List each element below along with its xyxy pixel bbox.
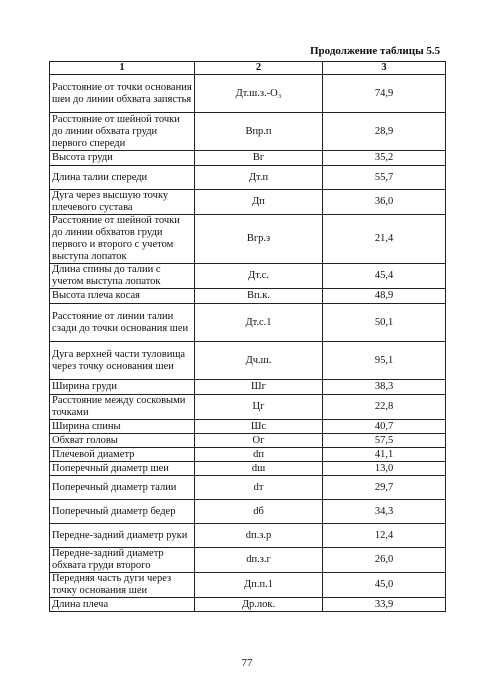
table-row — [50, 289, 446, 304]
measurement-symbol: dп.з.р — [195, 524, 323, 548]
table-caption: Продолжение таблицы 5.5 — [310, 45, 441, 57]
table-row — [50, 395, 446, 420]
measurement-symbol: Дт.ш.з.-О₃ — [195, 75, 323, 113]
measurement-name: Ширина спины — [50, 420, 195, 434]
column-header: 3 — [323, 62, 446, 75]
measurement-value: 33,9 — [323, 598, 446, 612]
measurement-value: 57,5 — [323, 434, 446, 448]
table-row — [50, 215, 446, 264]
table-row — [50, 573, 446, 598]
table-row — [50, 190, 446, 215]
measurement-name: Высота плеча косая — [50, 289, 195, 304]
table-row — [50, 380, 446, 395]
measurement-symbol: Дп — [195, 190, 323, 215]
measurement-symbol: Дт.п — [195, 166, 323, 190]
table-row — [50, 304, 446, 342]
measurement-symbol: Шс — [195, 420, 323, 434]
measurement-name: Длина плеча — [50, 598, 195, 612]
measurement-value: 45,0 — [323, 573, 446, 598]
measurement-value: 50,1 — [323, 304, 446, 342]
measurement-value: 13,0 — [323, 462, 446, 476]
measurement-symbol: Вп.к. — [195, 289, 323, 304]
table-row — [50, 342, 446, 380]
table-row — [50, 113, 446, 151]
measurement-name: Дуга через высшую точку плечевого сустава — [50, 190, 195, 215]
table-row — [50, 598, 446, 612]
measurement-name: Дуга верхней части туловища через точку основания шеи — [50, 342, 195, 380]
measurement-symbol: dп.з.г — [195, 548, 323, 573]
table-row — [50, 151, 446, 166]
measurement-name: Длина спины до талии с учетом выступа лопаток — [50, 264, 195, 289]
measurement-value: 34,3 — [323, 500, 446, 524]
measurement-name: Длина талии спереди — [50, 166, 195, 190]
measurement-symbol: Шг — [195, 380, 323, 395]
measurement-value: 21,4 — [323, 215, 446, 264]
table-row — [50, 166, 446, 190]
measurement-name: Расстояние между сосковыми точками — [50, 395, 195, 420]
measurement-name: Обхват головы — [50, 434, 195, 448]
measurement-value: 36,0 — [323, 190, 446, 215]
measurement-name: Поперечный диаметр талии — [50, 476, 195, 500]
measurement-symbol: Ог — [195, 434, 323, 448]
measurement-symbol: Дт.с.1 — [195, 304, 323, 342]
measurement-value: 74,9 — [323, 75, 446, 113]
measurement-value: 35,2 — [323, 151, 446, 166]
measurement-value: 40,7 — [323, 420, 446, 434]
measurement-symbol: Вгр.з — [195, 215, 323, 264]
measurement-name: Ширина груди — [50, 380, 195, 395]
measurement-name: Поперечный диаметр бедер — [50, 500, 195, 524]
measurement-name: Расстояние от шейной точки до линии обхватов груди первого и второго с учетом выступа лопаток — [50, 215, 195, 264]
table-row — [50, 434, 446, 448]
measurement-value: 55,7 — [323, 166, 446, 190]
measurement-value: 38,3 — [323, 380, 446, 395]
table-row — [50, 524, 446, 548]
measurement-name: Передне-задний диаметр обхвата груди второго — [50, 548, 195, 573]
measurement-value: 95,1 — [323, 342, 446, 380]
table-row — [50, 448, 446, 462]
measurement-value: 26,0 — [323, 548, 446, 573]
measurement-name: Расстояние от линии талии сзади до точки основания шеи — [50, 304, 195, 342]
measurement-symbol: Цг — [195, 395, 323, 420]
measurement-value: 12,4 — [323, 524, 446, 548]
measurement-value: 45,4 — [323, 264, 446, 289]
table-row — [50, 548, 446, 573]
table-header-row — [50, 62, 446, 75]
measurement-name: Расстояние от точки основания шеи до линии обхвата запястья — [50, 75, 195, 113]
measurement-symbol: dт — [195, 476, 323, 500]
measurement-value: 48,9 — [323, 289, 446, 304]
table-row — [50, 476, 446, 500]
measurement-symbol: dб — [195, 500, 323, 524]
measurement-value: 29,7 — [323, 476, 446, 500]
measurement-value: 41,1 — [323, 448, 446, 462]
measurement-symbol: Дп.п.1 — [195, 573, 323, 598]
measurement-symbol: Дч.ш. — [195, 342, 323, 380]
measurement-name: Поперечный диаметр шеи — [50, 462, 195, 476]
measurement-symbol: Впр.п — [195, 113, 323, 151]
measurement-symbol: Др.лок. — [195, 598, 323, 612]
measurement-name: Плечевой диаметр — [50, 448, 195, 462]
measurement-symbol: Вг — [195, 151, 323, 166]
measurement-symbol: dш — [195, 462, 323, 476]
measurements-table — [49, 61, 446, 612]
column-header: 2 — [195, 62, 323, 75]
measurement-name: Передне-задний диаметр руки — [50, 524, 195, 548]
measurement-name: Расстояние от шейной точки до линии обхвата груди первого спереди — [50, 113, 195, 151]
measurement-name: Высота груди — [50, 151, 195, 166]
measurement-value: 22,8 — [323, 395, 446, 420]
page-number: 77 — [241, 657, 253, 669]
measurement-symbol: dп — [195, 448, 323, 462]
table-row — [50, 264, 446, 289]
column-header: 1 — [50, 62, 195, 75]
measurement-name: Передняя часть дуги через точку основания шеи — [50, 573, 195, 598]
table-row — [50, 75, 446, 113]
table-row — [50, 462, 446, 476]
table-row — [50, 500, 446, 524]
measurement-symbol: Дт.с. — [195, 264, 323, 289]
table-row — [50, 420, 446, 434]
measurement-value: 28,9 — [323, 113, 446, 151]
